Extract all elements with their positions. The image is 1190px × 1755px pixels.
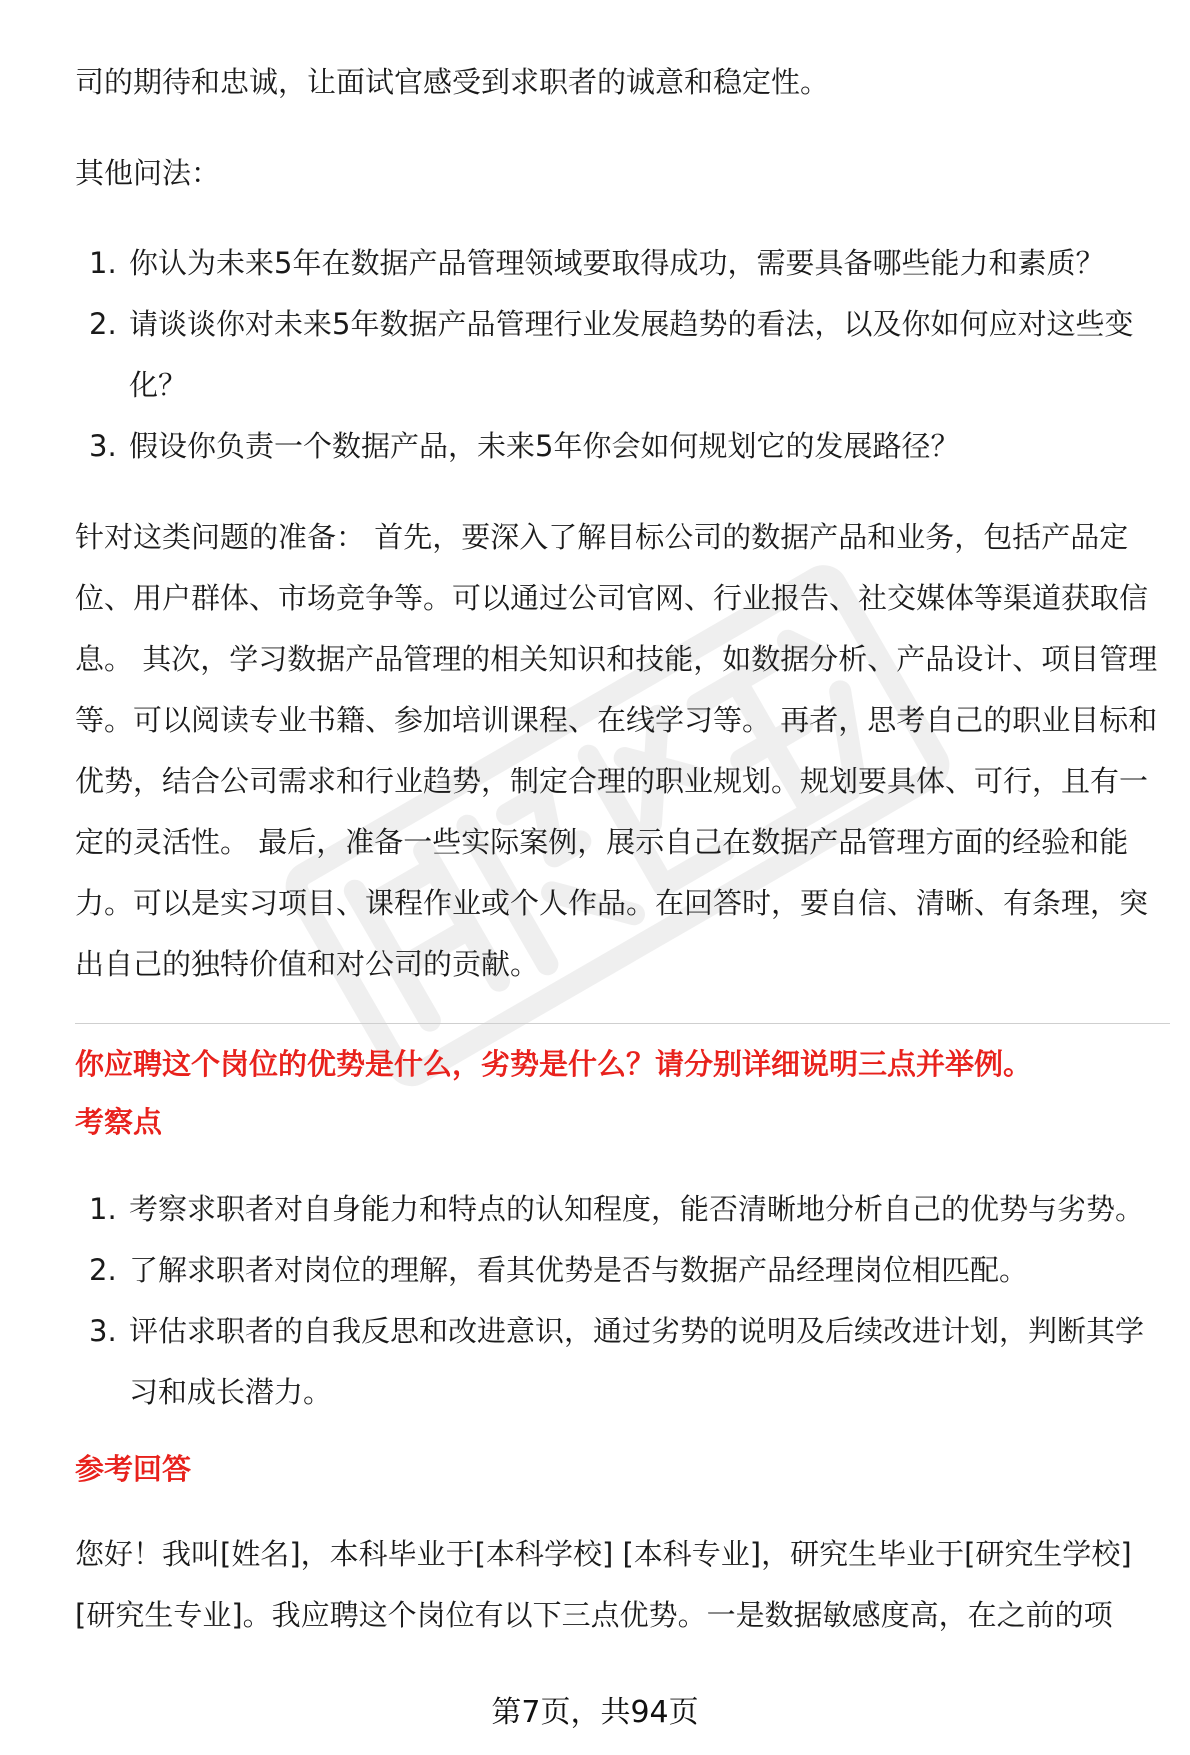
continuation-text: 司的期待和忠诚，让面试官感受到求职者的诚意和稳定性。: [75, 65, 830, 99]
list-number: 2.: [89, 307, 117, 341]
assessment-points-list: [75, 1179, 1170, 1423]
preparation-paragraph: 针对这类问题的准备： 首先，要深入了解目标公司的数据产品和业务，包括产品定位、用户群体、市场竞争等。可以通过公司官网、行业报告、社交媒体等渠道获取信息。 其次，学习数据产品管理的相关知识和技能，如数据分析、产品设计、项目管理等。可以阅读专业书籍、参加培训课程、在线学习等。 再者，思考自己的职业目标和优势，结合公司需求和行业趋势，制定合理的职业规划。规划要具体、可行，且有一定的灵活性。 最后，准备一些实际案例，展示自己在数据产品管理方面的经验和能力。可以是实习项目、课程作业或个人作品。在回答时，要自信、清晰、有条理，突出自己的独特价值和对公司的贡献。: [75, 520, 1158, 981]
page-footer: 第7页，共94页: [491, 1695, 699, 1730]
list-number: 1.: [89, 246, 117, 280]
list-item-text: 考察求职者对自身能力和特点的认知程度，能否清晰地分析自己的优势与劣势。: [129, 1192, 1145, 1226]
list-number: 3.: [89, 1314, 117, 1348]
list-item-text: 评估求职者的自我反思和改进意识，通过劣势的说明及后续改进计划，判断其学习和成长潜力。: [129, 1314, 1145, 1409]
list-item-text: 你认为未来5年在数据产品管理领域要取得成功，需要具备哪些能力和素质？: [129, 246, 1105, 280]
list-item-text: 了解求职者对岗位的理解，看其优势是否与数据产品经理岗位相匹配。: [129, 1253, 1029, 1287]
list-number: 2.: [89, 1253, 117, 1287]
list-item: [75, 1240, 1170, 1301]
other-questions-list: [75, 233, 1170, 477]
list-item-text: 请谈谈你对未来5年数据产品管理行业发展趋势的看法，以及你如何应对这些变化？: [129, 307, 1134, 402]
list-item-text: 假设你负责一个数据产品，未来5年你会如何规划它的发展路径？: [129, 429, 960, 463]
document-body: [75, 52, 1170, 1646]
section-divider: [75, 1023, 1170, 1024]
reference-heading: 参考回答: [75, 1452, 192, 1486]
list-item: [75, 233, 1170, 294]
list-number: 3.: [89, 429, 117, 463]
list-item: [75, 294, 1170, 416]
assessment-heading: 考察点: [75, 1105, 163, 1139]
list-number: 1.: [89, 1192, 117, 1226]
interview-question: 你应聘这个岗位的优势是什么，劣势是什么？请分别详细说明三点并举例。: [75, 1047, 1033, 1081]
reference-answer: 您好！我叫[姓名]，本科毕业于[本科学校] [本科专业]，研究生毕业于[研究生学校] [研究生专业]。我应聘这个岗位有以下三点优势。一是数据敏感度高，在之前的项: [75, 1537, 1132, 1632]
list-item: [75, 1301, 1170, 1423]
other-questions-label: 其他问法：: [75, 156, 221, 190]
list-item: [75, 1179, 1170, 1240]
list-item: [75, 416, 1170, 477]
